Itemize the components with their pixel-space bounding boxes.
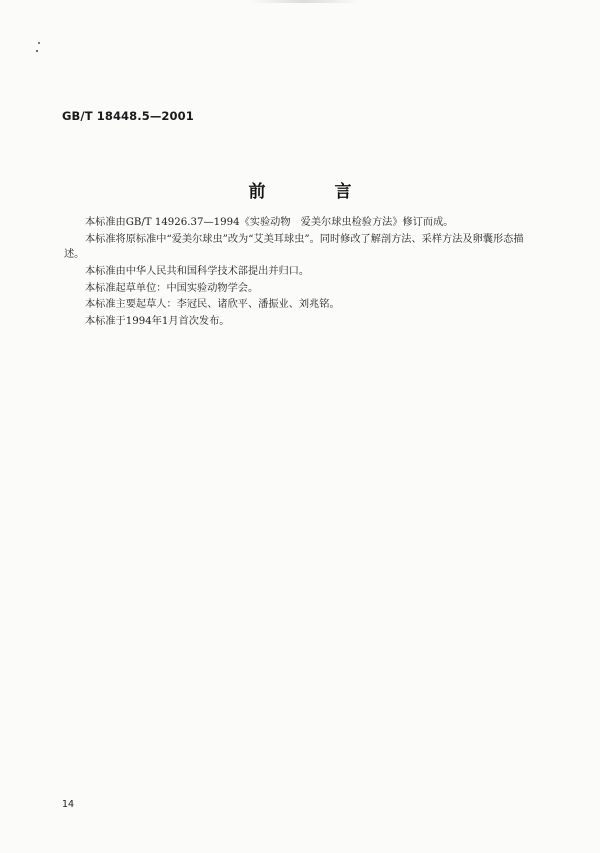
scan-artifact bbox=[250, 0, 360, 3]
page-title: 前 言 bbox=[248, 182, 378, 202]
paragraph-origin: 本标准由GB/T 14926.37—1994《实验动物 爱美尔球虫检验方法》修订而成。 bbox=[85, 217, 454, 228]
scan-dot bbox=[38, 42, 40, 44]
scan-dot bbox=[36, 50, 38, 52]
foreword-body bbox=[64, 215, 534, 331]
paragraph-proposer: 本标准由中华人民共和国科学技术部提出并归口。 bbox=[85, 265, 310, 277]
paragraph-drafting-unit: 本标准起草单位：中国实验动物学会。 bbox=[85, 282, 259, 294]
paragraph-changes: 本标准将原标准中“爱美尔球虫”改为“艾美耳球虫”。同时修改了解剖方法、采样方法及卵囊形态描述。 bbox=[64, 233, 524, 260]
standard-code: GB/T 18448.5—2001 bbox=[62, 109, 194, 123]
page-number: 14 bbox=[62, 799, 75, 810]
paragraph-first-release: 本标准于1994年1月首次发布。 bbox=[85, 316, 230, 328]
paragraph-drafters: 本标准主要起草人：李冠民、诸欣平、潘振业、刘兆铭。 bbox=[85, 299, 340, 311]
